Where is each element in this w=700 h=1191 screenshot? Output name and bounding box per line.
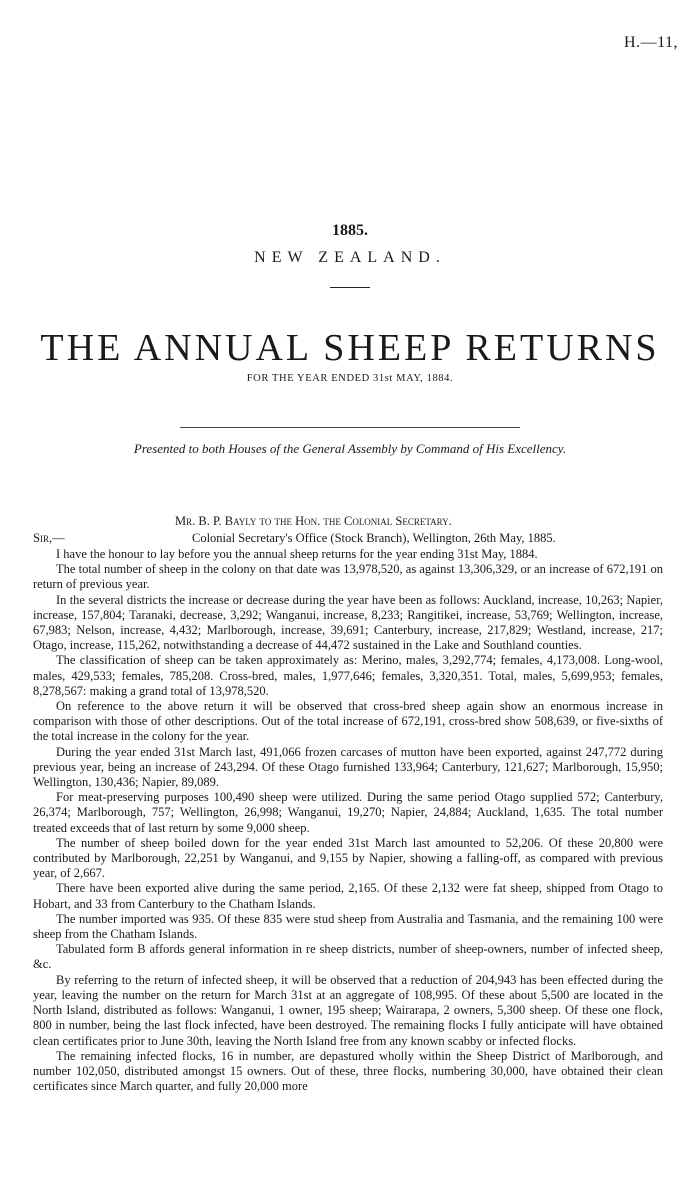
long-divider [180, 427, 520, 428]
paragraph: The total number of sheep in the colony on that date was 13,978,520, as against 13,306,329, or an increase of 672,191 on return of previous year. [33, 562, 663, 592]
office-date-line: Colonial Secretary's Office (Stock Branch), Wellington, 26th May, 1885. [192, 531, 556, 545]
salutation: Sir,— [33, 531, 65, 545]
paragraph: Tabulated form B affords general information in re sheep districts, number of sheep-owners, number of infected sheep, &c. [33, 942, 663, 972]
paragraph: In the several districts the increase or decrease during the year have been as follows: Auckland, increase, 10,263; Napier, increase, 157,804; Taranaki, decrease, 3,292; Wanganui, increase, 8,233; Rangitikei, increase, 53,769; Wellington, increase, 67,983; Nelson, increase, 4,432; Marlborough, increase, 39,691; Canterbury, increase, 217,829; Westland, increase, 217; Otago, increase, 115,262, notwithstanding a decrease of 44,472 sustained in the Lake and Southland counties. [33, 592, 663, 653]
paragraph: The remaining infected flocks, 16 in number, are depastured wholly within the Sheep District of Marlborough, and number 102,050, distributed amongst 15 owners. Out of these, three flocks, numbering 30,000, have obtained their clean certificates since March quarter, and fully 20,000 more [33, 1048, 663, 1094]
document-title: THE ANNUAL SHEEP RETURNS [40, 327, 660, 369]
letter-heading: Mr. B. P. Bayly to the Hon. the Colonial Secretary. [175, 514, 452, 528]
document-reference: H.—11, [624, 34, 678, 51]
letter-body [33, 547, 663, 1094]
document-subtitle: FOR THE YEAR ENDED 31st MAY, 1884. [246, 373, 454, 384]
paragraph: During the year ended 31st March last, 491,066 frozen carcases of mutton have been exported, against 247,772 during previous year, being an increase of 243,294. Of these Otago furnished 133,964; Canterbury, 121,627; Marlborough, 15,950; Wellington, 130,436; Napier, 89,089. [33, 744, 663, 790]
paragraph: The number of sheep boiled down for the year ended 31st March last amounted to 52,206. Of these 20,800 were contributed by Marlborough, 22,251 by Wanganui, and 9,155 by Napier, showing a falling-off, as compared with previous year, of 2,667. [33, 835, 663, 881]
short-divider [330, 287, 370, 288]
paragraph: By referring to the return of infected sheep, it will be observed that a reduction of 204,943 has been effected during the year, leaving the number on the return for March 31st at an aggregate of 108,995. Of these about 5,500 are located in the North Island, distributed as follows: Wanganui, 1 owner, 195 sheep; Wairarapa, 2 owners, 5,300 sheep. Of these one flock, 800 in number, being the last flock infected, have been destroyed. The remaining flocks I fully anticipate will have obtained clean certificates prior to June 30th, leaving the North Island free from any known scabby or infected flocks. [33, 972, 663, 1048]
presented-line: Presented to both Houses of the General Assembly by Command of His Excellency. [133, 441, 567, 456]
paragraph: The number imported was 935. Of these 835 were stud sheep from Australia and Tasmania, and the remaining 100 were sheep from the Chatham Islands. [33, 911, 663, 942]
paragraph: The classification of sheep can be taken approximately as: Merino, males, 3,292,774; females, 4,173,008. Long-wool, males, 429,533; females, 785,208. Cross-bred, males, 1,977,646; females, 3,320,351. Total, males, 5,699,953; females, 8,278,567: making a grand total of 13,978,520. [33, 653, 663, 698]
paragraph: There have been exported alive during the same period, 2,165. Of these 2,132 were fat sheep, shipped from Otago to Hobart, and 33 from Canterbury to the Chatham Islands. [33, 881, 663, 911]
country-heading: NEW ZEALAND. [254, 249, 446, 266]
paragraph: On reference to the above return it will be observed that cross-bred sheep again show an enormous increase in comparison with those of other descriptions. Out of the total increase of 672,191, cross-bred show 508,639, or five-sixths of the total increase in the colony for the year. [33, 699, 663, 744]
paragraph: I have the honour to lay before you the annual sheep returns for the year ending 31st May, 1884. [56, 547, 538, 561]
document-year: 1885. [332, 222, 368, 239]
paragraph: For meat-preserving purposes 100,490 sheep were utilized. During the same period Otago supplied 572; Canterbury, 26,374; Marlborough, 757; Wellington, 26,998; Wanganui, 19,270; Napier, 24,884; Auckland, 1,635. The total number treated exceeds that of last return by some 9,000 sheep. [33, 790, 663, 835]
